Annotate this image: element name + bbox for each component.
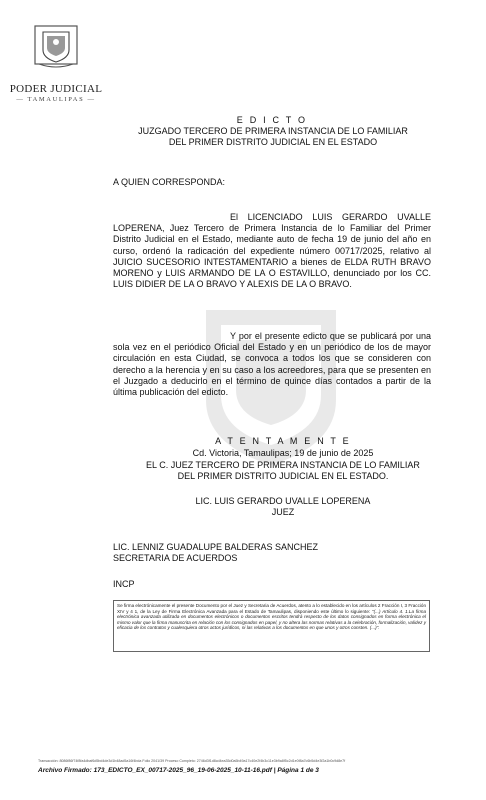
paragraph-convocation: Y por el presente edicto que se publicará por una sola vez en el periódico Oficial del Estado y en un periódico de los de mayor circulación en esta Ciudad, se convoca a todos los que se consideren con derecho a la herencia y en su caso a los acreedores, para que se presenten en el Juzgado a deducirlo en el término de quince días contados a partir de la última publicación del edicto. — [113, 331, 431, 398]
notice-text: Se firma electrónicamente el presente Documento por el Juez y Secretaria de Acuerdos, atento a lo establecido en los artículos 2 Fracción I, 3 Fracción XIV y 4 1, de la Ley de Firma Electrónica Avanzada para el Estado de Tamaulipas, disponiendo este último lo siguiente: — [117, 603, 426, 614]
court-name-line-2: DEL PRIMER DISTRITO JUDICIAL EN EL ESTADO — [168, 137, 378, 147]
secretary-name: LIC. LENNIZ GUADALUPE BALDERAS SANCHEZ — [113, 542, 319, 552]
notice-quote: "(...) Artículo 4. 1.La firma electrónica avanzada utilizada en documentos electrónicos o documentos escritos tendrá respecto de los datos consignados en forma electrónica el mismo valor que la firma manuscrita en relación con los consignados en papel, y no altera las normas relativas a la celebración, formalización, validez y eficacia de los contratos y cualesquiera otros actos jurídicos, ni las relativas a los documentos en que unos y otros consten. (...)". — [117, 608, 427, 631]
document-title: E D I C T O — [236, 115, 308, 125]
court-name-line-1: JUZGADO TERCERO DE PRIMERA INSTANCIA DE LO FAMILIAR — [138, 126, 408, 136]
electronic-signature-notice — [113, 600, 430, 652]
institution-state: — TAMAULIPAS — — [16, 96, 96, 103]
coat-of-arms-icon — [31, 20, 81, 70]
closing-regards: A T E N T A M E N T E — [215, 436, 351, 446]
initials: INCP — [113, 579, 135, 589]
judge-title: JUEZ — [271, 507, 295, 517]
secretary-title: SECRETARIA DE ACUERDOS — [113, 553, 238, 563]
signatory-line-1: EL C. JUEZ TERCERO DE PRIMERA INSTANCIA DE LO FAMILIAR — [146, 460, 420, 470]
transaction-hash: Transacción: 8086f86f74f8fa4dbaf6d5bd4de3d1b48ad5a16f4bda Folio 2041/39 Proceso Completo: 2746d3f1d8cd4ea35d0a5b49a17c40e2f4b3c11e3b9a8f5c2d1e0f8a7c6b5d4e3f2a1b0c9d8e7f — [38, 759, 346, 763]
institution-name: PODER JUDICIAL — [9, 83, 103, 95]
place-date: Cd. Victoria, Tamaulipas; 19 de junio de 2025 — [192, 448, 374, 458]
salutation: A QUIEN CORRESPONDA: — [113, 177, 226, 187]
paragraph-judgment: El LICENCIADO LUIS GERARDO UVALLE LOPERENA, Juez Tercero de Primera Instancia de lo Familiar del Primer Distrito Judicial en el Estado, mediante auto de fecha 19 de junio del año en curso, ordenó la radicación del expediente número 00717/2025, relativo al JUICIO SUCESORIO INTESTAMENTARIO a bienes de ELDA RUTH BRAVO MORENO y LUIS ARMANDO DE LA O ESTAVILLO, denunciado por los CC. LUIS DIDIER DE LA O BRAVO Y ALEXIS DE LA O BRAVO. — [113, 212, 431, 290]
institution-brand — [0, 83, 112, 103]
archive-footer: Archivo Firmado: 173_EDICTO_EX_00717-2025_96_19-06-2025_10-11-16.pdf | Página 1 de 3 — [38, 767, 319, 774]
judge-name: LIC. LUIS GERARDO UVALLE LOPERENA — [195, 496, 371, 506]
signatory-line-2: DEL PRIMER DISTRITO JUDICIAL EN EL ESTADO. — [177, 471, 389, 481]
